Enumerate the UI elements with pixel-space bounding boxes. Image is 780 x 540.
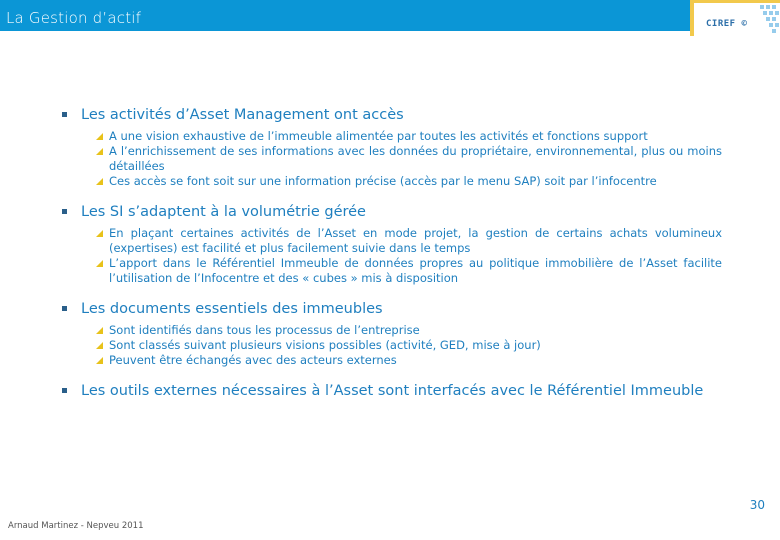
triangle-bullet-icon (96, 327, 103, 334)
list-item: A l’enrichissement de ses informations avec les données du propriétaire, environnemental, plus ou moins détaillées (109, 144, 722, 174)
list-item: L’apport dans le Référentiel Immeuble de données propres au politique immobilière de l’Asset facilite l’utilisation de l’Infocentre et des « cubes » mis à disposition (109, 256, 722, 286)
section-si-volumetrie (62, 203, 722, 286)
ciref-logo (690, 0, 780, 36)
section-outils-externes (62, 382, 722, 400)
list-item: A une vision exhaustive de l’immeuble alimentée par toutes les activités et fonctions support (109, 129, 722, 144)
list-item: Sont classés suivant plusieurs visions possibles (activité, GED, mise à jour) (109, 338, 722, 353)
triangle-bullet-icon (96, 342, 103, 349)
list-item: Ces accès se font soit sur une information précise (accès par le menu SAP) soit par l’infocentre (109, 174, 722, 189)
section-heading: Les activités d’Asset Management ont accès (81, 107, 404, 123)
triangle-bullet-icon (96, 230, 103, 237)
list-item: En plaçant certaines activités de l’Asset en mode projet, la gestion de certains achats volumineux (expertises) est facilité et plus facilement suivie dans le temps (109, 226, 722, 256)
section-heading: Les SI s’adaptent à la volumétrie gérée (81, 204, 366, 220)
triangle-bullet-icon (96, 178, 103, 185)
logo-label: CIREF © (706, 19, 748, 29)
section-heading: Les documents essentiels des immeubles (81, 301, 383, 317)
square-bullet-icon (62, 306, 67, 311)
slide-title: La Gestion d’actif (6, 9, 142, 27)
footer-author: Arnaud Martinez - Nepveu 2011 (8, 521, 144, 531)
triangle-bullet-icon (96, 260, 103, 267)
section-asset-management (62, 106, 722, 189)
list-item: Sont identifiés dans tous les processus de l’entreprise (109, 323, 722, 338)
slide-content (62, 106, 722, 400)
page-number: 30 (749, 498, 765, 512)
section-heading: Les outils externes nécessaires à l’Asset sont interfacés avec le Référentiel Immeuble (81, 383, 704, 399)
square-bullet-icon (62, 209, 67, 214)
square-bullet-icon (62, 112, 67, 117)
square-bullet-icon (62, 388, 67, 393)
triangle-bullet-icon (96, 133, 103, 140)
list-item: Peuvent être échangés avec des acteurs externes (109, 353, 722, 368)
section-documents (62, 300, 722, 368)
triangle-bullet-icon (96, 357, 103, 364)
triangle-bullet-icon (96, 148, 103, 155)
header-bar (0, 0, 780, 31)
